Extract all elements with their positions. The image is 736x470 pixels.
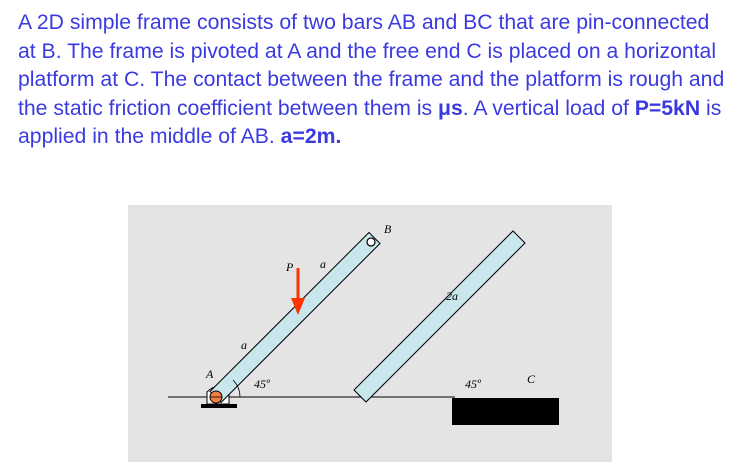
label-b-point: B <box>384 222 392 236</box>
label-length-a-upper: a <box>320 257 326 271</box>
problem-text-part3: is applied in the middle of AB. <box>18 96 722 149</box>
load-value: P=5kN <box>634 96 701 120</box>
label-angle-a: 45º <box>254 377 270 391</box>
problem-text-part1: A 2D simple frame consists of two bars AB and BC that are pin-connected at B. The frame is pivoted at A and the free end C is placed on a horizontal platform at C. The contact between the frame and the platform is rough and the static friction coefficient between them is <box>18 11 725 120</box>
a-value: a=2m. <box>280 125 342 149</box>
label-angle-c: 45º <box>465 377 481 391</box>
label-load-p: P <box>286 260 294 274</box>
pin-b-icon <box>367 238 375 246</box>
platform-block <box>452 398 559 425</box>
label-length-a-lower: a <box>241 338 247 352</box>
label-c-point: C <box>527 372 536 386</box>
pivot-base <box>201 404 237 408</box>
problem-text-part2: . A vertical load of <box>462 96 635 120</box>
label-a-point: A <box>206 367 214 381</box>
friction-coefficient: μs <box>438 96 463 120</box>
label-length-2a: 2a <box>446 289 458 303</box>
